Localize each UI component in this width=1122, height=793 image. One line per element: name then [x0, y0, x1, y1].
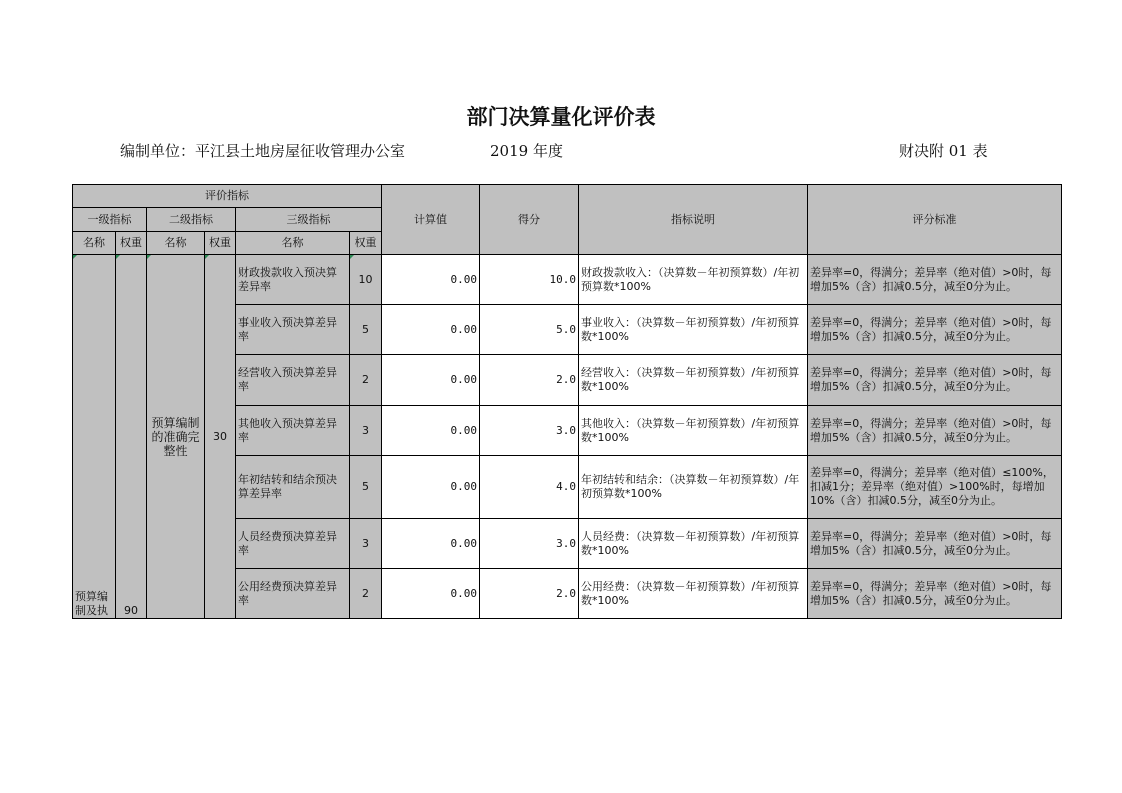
form-number: 财决附 01 表 [899, 142, 988, 160]
row-score: 3.0 [480, 406, 579, 456]
row-weight: 3 [350, 406, 382, 456]
level1-name: 预算编制及执 [73, 255, 116, 619]
header-l1-name: 名称 [73, 232, 116, 255]
compiling-unit: 编制单位：平江县土地房屋征收管理办公室 [120, 142, 406, 160]
row-standard: 差异率=0，得满分；差异率（绝对值）>0时，每增加5%（含）扣减0.5分，减至0分为止。 [808, 355, 1062, 406]
row-name: 经营收入预决算差异率 [236, 355, 350, 406]
row-standard: 差异率=0，得满分；差异率（绝对值）>0时，每增加5%（含）扣减0.5分，减至0分为止。 [808, 305, 1062, 355]
row-score: 2.0 [480, 569, 579, 619]
header-eval-indicator: 评价指标 [73, 185, 382, 208]
row-description: 财政拨款收入：（决算数－年初预算数）/年初预算数*100% [579, 255, 808, 305]
row-score: 4.0 [480, 456, 579, 519]
row-calc-value: 0.00 [382, 406, 480, 456]
row-description: 其他收入：（决算数－年初预算数）/年初预算数*100% [579, 406, 808, 456]
row-score: 10.0 [480, 255, 579, 305]
row-name: 年初结转和结余预决算差异率 [236, 456, 350, 519]
row-standard: 差异率=0，得满分；差异率（绝对值）>0时，每增加5%（含）扣减0.5分，减至0分为止。 [808, 569, 1062, 619]
row-name: 人员经费预决算差异率 [236, 519, 350, 569]
row-description: 事业收入：（决算数－年初预算数）/年初预算数*100% [579, 305, 808, 355]
row-standard: 差异率=0，得满分；差异率（绝对值）>0时，每增加5%（含）扣减0.5分，减至0分为止。 [808, 519, 1062, 569]
header-l3-name: 名称 [236, 232, 350, 255]
header-l3-weight: 权重 [350, 232, 382, 255]
header-description: 指标说明 [579, 185, 808, 255]
row-description: 经营收入：（决算数－年初预算数）/年初预算数*100% [579, 355, 808, 406]
row-calc-value: 0.00 [382, 569, 480, 619]
row-name: 其他收入预决算差异率 [236, 406, 350, 456]
row-weight: 3 [350, 519, 382, 569]
header-l2-name: 名称 [147, 232, 205, 255]
header-standard: 评分标准 [808, 185, 1062, 255]
row-calc-value: 0.00 [382, 255, 480, 305]
level2-weight: 30 [205, 255, 236, 619]
row-weight: 5 [350, 305, 382, 355]
row-description: 公用经费：（决算数－年初预算数）/年初预算数*100% [579, 569, 808, 619]
row-weight: 10 [350, 255, 382, 305]
row-calc-value: 0.00 [382, 355, 480, 406]
level1-weight: 90 [116, 255, 147, 619]
header-l1-weight: 权重 [116, 232, 147, 255]
header-score: 得分 [480, 185, 579, 255]
row-score: 5.0 [480, 305, 579, 355]
row-name: 财政拨款收入预决算差异率 [236, 255, 350, 305]
level2-name: 预算编制的准确完整性 [147, 255, 205, 619]
row-standard: 差异率=0，得满分；差异率（绝对值）>0时，每增加5%（含）扣减0.5分，减至0分为止。 [808, 406, 1062, 456]
row-standard: 差异率=0，得满分；差异率（绝对值）>0时，每增加5%（含）扣减0.5分，减至0分为止。 [808, 255, 1062, 305]
page-title: 部门决算量化评价表 [466, 104, 656, 129]
row-description: 年初结转和结余：（决算数－年初预算数）/年初预算数*100% [579, 456, 808, 519]
row-weight: 2 [350, 569, 382, 619]
row-score: 3.0 [480, 519, 579, 569]
row-description: 人员经费：（决算数－年初预算数）/年初预算数*100% [579, 519, 808, 569]
row-calc-value: 0.00 [382, 519, 480, 569]
row-score: 2.0 [480, 355, 579, 406]
row-weight: 2 [350, 355, 382, 406]
header-level3: 三级指标 [236, 208, 382, 232]
row-calc-value: 0.00 [382, 456, 480, 519]
header-level2: 二级指标 [147, 208, 236, 232]
fiscal-year: 2019 年度 [490, 142, 563, 160]
header-calc-value: 计算值 [382, 185, 480, 255]
row-name: 公用经费预决算差异率 [236, 569, 350, 619]
row-standard: 差异率=0，得满分；差异率（绝对值）≤100%，扣减1分；差异率（绝对值）>100%时，每增加10%（含）扣减0.5分，减至0分为止。 [808, 456, 1062, 519]
row-weight: 5 [350, 456, 382, 519]
header-level1: 一级指标 [73, 208, 147, 232]
evaluation-table [72, 184, 1062, 619]
row-name: 事业收入预决算差异率 [236, 305, 350, 355]
row-calc-value: 0.00 [382, 305, 480, 355]
header-l2-weight: 权重 [205, 232, 236, 255]
